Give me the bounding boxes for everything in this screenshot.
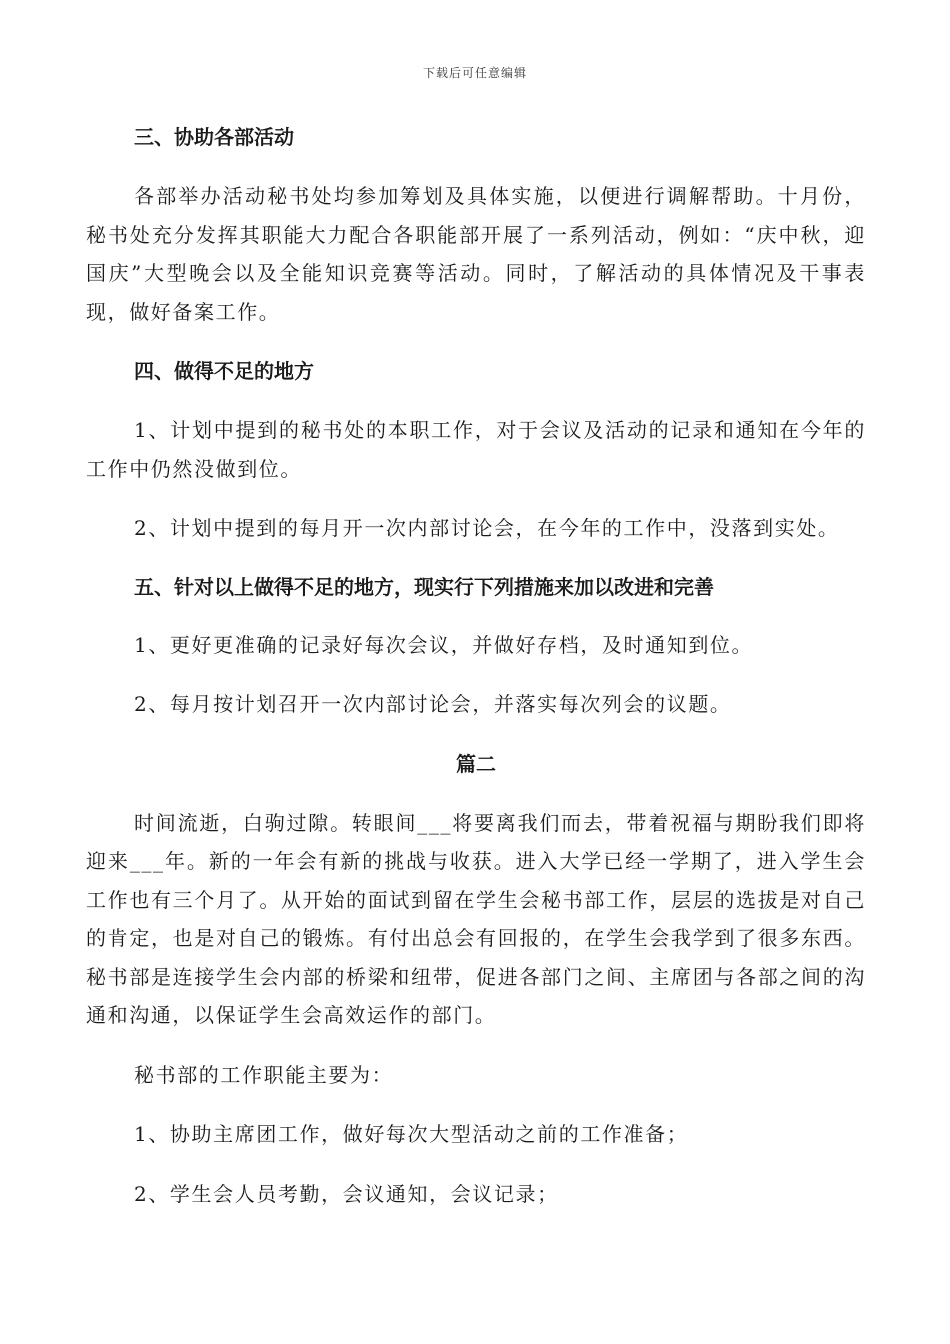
- paragraph: 时间流逝，白驹过隙。转眼间___将要离我们而去，带着祝福与期盼我们即将迎来___年。新的一年会有新的挑战与收获。进入大学已经一学期了，进入学生会工作也有三个月了。从开始的面试到留在学生会秘书部工作，层层的选拔是对自己的肯定，也是对自己的锻炼。有付出总会有回报的，在学生会我学到了很多东西。秘书部是连接学生会内部的桥梁和纽带，促进各部门之间、主席团与各部之间的沟通和沟通，以保证学生会高效运作的部门。: [86, 810, 866, 1027]
- paragraph: 1、计划中提到的秘书处的本职工作，对于会议及活动的记录和通知在今年的工作中仍然没做到位。: [86, 418, 866, 481]
- paragraph: 2、计划中提到的每月开一次内部讨论会，在今年的工作中，没落到实处。: [134, 516, 840, 540]
- paragraph: 1、更好更准确的记录好每次会议，并做好存档，及时通知到位。: [134, 632, 754, 657]
- document-body: [86, 118, 866, 1213]
- section-heading-4: 四、做得不足的地方: [134, 359, 314, 383]
- paragraph: 2、每月按计划召开一次内部讨论会，并落实每次列会的议题。: [134, 692, 732, 716]
- section-heading-5: 五、针对以上做得不足的地方，现实行下列措施来加以改进和完善: [134, 574, 714, 599]
- part-title: 篇二: [456, 751, 496, 776]
- paragraph: 1、协助主席团工作，做好每次大型活动之前的工作准备；: [134, 1122, 689, 1146]
- paragraph: 各部举办活动秘书处均参加筹划及具体实施，以便进行调解帮助。十月份，秘书处充分发挥其职能大力配合各职能部开展了一系列活动，例如：“庆中秋，迎国庆”大型晚会以及全能知识竞赛等活动。同时，了解活动的具体情况及干事表现，做好备案工作。: [86, 184, 866, 324]
- header-note: 下载后可任意编辑: [422, 66, 527, 80]
- paragraph: 秘书部的工作职能主要为：: [134, 1062, 394, 1087]
- section-heading-3: 三、协助各部活动: [134, 125, 294, 149]
- paragraph: 2、学生会人员考勤，会议通知，会议记录；: [134, 1181, 559, 1206]
